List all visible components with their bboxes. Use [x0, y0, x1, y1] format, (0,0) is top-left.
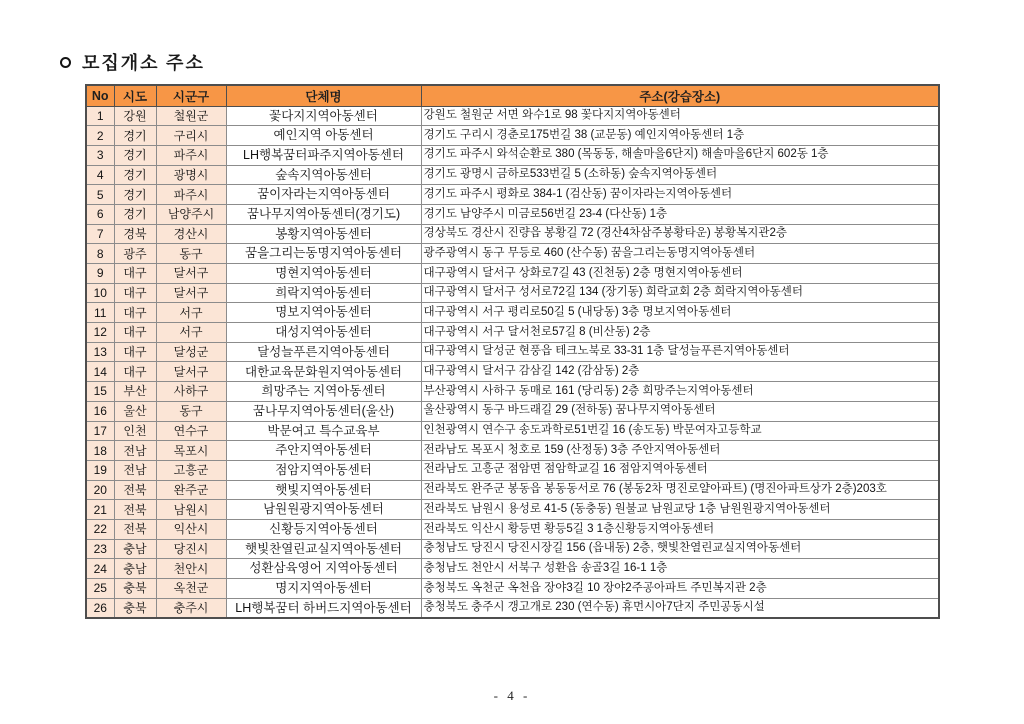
cell-no: 1 — [86, 106, 114, 126]
table-row — [86, 579, 939, 599]
table-row — [86, 204, 939, 224]
table-row — [86, 598, 939, 618]
cell-org: 박문여고 특수교육부 — [226, 421, 421, 441]
cell-sido: 경기 — [114, 204, 156, 224]
cell-address: 충청남도 천안시 서북구 성환읍 송골3길 16-1 1층 — [421, 559, 939, 579]
cell-sido: 경기 — [114, 165, 156, 185]
cell-address: 부산광역시 사하구 동매로 161 (당리동) 2층 희망주는지역아동센터 — [421, 382, 939, 402]
cell-no: 7 — [86, 224, 114, 244]
cell-no: 23 — [86, 539, 114, 559]
table-row — [86, 145, 939, 165]
cell-org: 햇빛찬열린교실지역아동센터 — [226, 539, 421, 559]
table-row — [86, 539, 939, 559]
cell-org: 명보지역아동센터 — [226, 303, 421, 323]
cell-org: 성환삼육영어 지역아동센터 — [226, 559, 421, 579]
table-row — [86, 519, 939, 539]
cell-sido: 경북 — [114, 224, 156, 244]
cell-address: 전라남도 목포시 청호로 159 (산정동) 3층 주안지역아동센터 — [421, 441, 939, 461]
cell-sido: 전남 — [114, 441, 156, 461]
cell-org: 명현지역아동센터 — [226, 264, 421, 284]
cell-no: 16 — [86, 401, 114, 421]
cell-address: 광주광역시 동구 무등로 460 (산수동) 꿈을그리는동명지역아동센터 — [421, 244, 939, 264]
cell-no: 26 — [86, 598, 114, 618]
cell-sido: 강원 — [114, 106, 156, 126]
cell-no: 14 — [86, 362, 114, 382]
table-row — [86, 165, 939, 185]
cell-sido: 부산 — [114, 382, 156, 402]
cell-no: 21 — [86, 500, 114, 520]
table-row — [86, 224, 939, 244]
cell-no: 12 — [86, 323, 114, 343]
cell-address: 경기도 남양주시 미금로56번길 23-4 (다산동) 1층 — [421, 204, 939, 224]
cell-address: 경기도 파주시 평화로 384-1 (검산동) 꿈이자라는지역아동센터 — [421, 185, 939, 205]
cell-sigungu: 광명시 — [156, 165, 226, 185]
cell-org: 대한교육문화원지역아동센터 — [226, 362, 421, 382]
cell-sigungu: 목포시 — [156, 441, 226, 461]
column-header-no: No — [86, 85, 114, 106]
table-row — [86, 559, 939, 579]
cell-sido: 경기 — [114, 185, 156, 205]
table-row — [86, 401, 939, 421]
cell-sigungu: 서구 — [156, 323, 226, 343]
table-row — [86, 480, 939, 500]
column-header-address: 주소(강습장소) — [421, 85, 939, 106]
cell-org: 대성지역아동센터 — [226, 323, 421, 343]
table-row — [86, 500, 939, 520]
cell-sido: 경기 — [114, 145, 156, 165]
cell-no: 2 — [86, 126, 114, 146]
cell-sigungu: 달서구 — [156, 362, 226, 382]
cell-address: 충청북도 옥천군 옥천읍 장야3길 10 장야2주공아파트 주민복지관 2층 — [421, 579, 939, 599]
cell-sigungu: 달서구 — [156, 283, 226, 303]
table-row — [86, 283, 939, 303]
cell-sido: 충북 — [114, 598, 156, 618]
column-header-org: 단체명 — [226, 85, 421, 106]
cell-no: 8 — [86, 244, 114, 264]
cell-sido: 대구 — [114, 264, 156, 284]
cell-no: 13 — [86, 342, 114, 362]
cell-no: 25 — [86, 579, 114, 599]
column-header-sido: 시도 — [114, 85, 156, 106]
cell-org: 희망주는 지역아동센터 — [226, 382, 421, 402]
table-row — [86, 244, 939, 264]
cell-sido: 울산 — [114, 401, 156, 421]
table-row — [86, 264, 939, 284]
table-row — [86, 362, 939, 382]
cell-sigungu: 익산시 — [156, 519, 226, 539]
cell-sigungu: 경산시 — [156, 224, 226, 244]
cell-sido: 대구 — [114, 303, 156, 323]
cell-org: 신황등지역아동센터 — [226, 519, 421, 539]
cell-address: 대구광역시 달성군 현풍읍 테크노북로 33-31 1층 달성늘푸른지역아동센터 — [421, 342, 939, 362]
cell-sido: 광주 — [114, 244, 156, 264]
cell-org: LH행복꿈터파주지역아동센터 — [226, 145, 421, 165]
cell-no: 24 — [86, 559, 114, 579]
cell-org: 희락지역아동센터 — [226, 283, 421, 303]
table-row — [86, 441, 939, 461]
cell-address: 전라북도 남원시 용성로 41-5 (동충동) 원불교 남원교당 1층 남원원광지역아동센터 — [421, 500, 939, 520]
table-header-row — [86, 85, 939, 106]
page-number: - 4 - — [493, 688, 531, 703]
cell-sido: 전북 — [114, 500, 156, 520]
cell-no: 20 — [86, 480, 114, 500]
cell-no: 18 — [86, 441, 114, 461]
cell-sido: 대구 — [114, 342, 156, 362]
cell-sido: 전북 — [114, 519, 156, 539]
cell-address: 경상북도 경산시 진량읍 봉황길 72 (경산4차삼주봉황타운) 봉황복지관2층 — [421, 224, 939, 244]
cell-sido: 대구 — [114, 323, 156, 343]
table-row — [86, 323, 939, 343]
cell-no: 19 — [86, 460, 114, 480]
cell-org: 남원원광지역아동센터 — [226, 500, 421, 520]
table-row — [86, 185, 939, 205]
cell-sigungu: 완주군 — [156, 480, 226, 500]
cell-org: 주안지역아동센터 — [226, 441, 421, 461]
cell-org: 꿈나무지역아동센터(울산) — [226, 401, 421, 421]
address-table — [85, 84, 940, 619]
cell-sigungu: 연수구 — [156, 421, 226, 441]
cell-address: 충청북도 충주시 갱고개로 230 (연수동) 휴먼시아7단지 주민공동시설 — [421, 598, 939, 618]
table-body — [86, 106, 939, 618]
cell-sigungu: 달서구 — [156, 264, 226, 284]
column-header-sigungu: 시군구 — [156, 85, 226, 106]
cell-address: 대구광역시 서구 평리로50길 5 (내당동) 3층 명보지역아동센터 — [421, 303, 939, 323]
cell-org: 점암지역아동센터 — [226, 460, 421, 480]
table-row — [86, 421, 939, 441]
cell-sigungu: 파주시 — [156, 145, 226, 165]
cell-org: 햇빛지역아동센터 — [226, 480, 421, 500]
cell-address: 대구광역시 달서구 상화로7길 43 (진천동) 2층 명현지역아동센터 — [421, 264, 939, 284]
cell-sigungu: 서구 — [156, 303, 226, 323]
cell-sigungu: 동구 — [156, 401, 226, 421]
cell-org: 꿈나무지역아동센터(경기도) — [226, 204, 421, 224]
cell-org: 꽃다지지역아동센터 — [226, 106, 421, 126]
cell-address: 전라남도 고흥군 점암면 점암학교길 16 점암지역아동센터 — [421, 460, 939, 480]
cell-org: 달성늘푸른지역아동센터 — [226, 342, 421, 362]
cell-address: 경기도 파주시 와석순환로 380 (목동동, 해솔마을6단지) 해솔마을6단지 602동 1층 — [421, 145, 939, 165]
cell-org: 숲속지역아동센터 — [226, 165, 421, 185]
cell-address: 대구광역시 서구 달서천로57길 8 (비산동) 2층 — [421, 323, 939, 343]
cell-sigungu: 동구 — [156, 244, 226, 264]
cell-no: 3 — [86, 145, 114, 165]
cell-sigungu: 충주시 — [156, 598, 226, 618]
cell-sigungu: 철원군 — [156, 106, 226, 126]
cell-sigungu: 당진시 — [156, 539, 226, 559]
cell-sigungu: 달성군 — [156, 342, 226, 362]
cell-sigungu: 옥천군 — [156, 579, 226, 599]
cell-address: 강원도 철원군 서면 와수1로 98 꽃다지지역아동센터 — [421, 106, 939, 126]
cell-sigungu: 구리시 — [156, 126, 226, 146]
cell-sigungu: 남양주시 — [156, 204, 226, 224]
cell-no: 17 — [86, 421, 114, 441]
cell-address: 전라북도 익산시 황등면 황등5길 3 1층신황등지역아동센터 — [421, 519, 939, 539]
cell-no: 11 — [86, 303, 114, 323]
circle-bullet-icon — [60, 57, 71, 68]
cell-no: 4 — [86, 165, 114, 185]
cell-org: 꿈을그리는동명지역아동센터 — [226, 244, 421, 264]
cell-sido: 인천 — [114, 421, 156, 441]
cell-sido: 경기 — [114, 126, 156, 146]
cell-no: 22 — [86, 519, 114, 539]
cell-sigungu: 사하구 — [156, 382, 226, 402]
table-row — [86, 460, 939, 480]
cell-no: 15 — [86, 382, 114, 402]
cell-address: 충청남도 당진시 당진시장길 156 (읍내동) 2층, 햇빛찬열린교실지역아동센터 — [421, 539, 939, 559]
table-row — [86, 382, 939, 402]
cell-no: 5 — [86, 185, 114, 205]
cell-sigungu: 고흥군 — [156, 460, 226, 480]
cell-address: 대구광역시 달서구 감삼길 142 (감삼동) 2층 — [421, 362, 939, 382]
cell-sido: 전남 — [114, 460, 156, 480]
cell-address: 경기도 광명시 금하로533번길 5 (소하동) 숲속지역아동센터 — [421, 165, 939, 185]
cell-address: 인천광역시 연수구 송도과학로51번길 16 (송도동) 박문여자고등학교 — [421, 421, 939, 441]
cell-org: 봉황지역아동센터 — [226, 224, 421, 244]
cell-org: 꿈이자라는지역아동센터 — [226, 185, 421, 205]
table-row — [86, 106, 939, 126]
section-title-text: 모집개소 주소 — [82, 53, 205, 73]
cell-sido: 전북 — [114, 480, 156, 500]
cell-address: 울산광역시 동구 바드래길 29 (전하동) 꿈나무지역아동센터 — [421, 401, 939, 421]
cell-sigungu: 파주시 — [156, 185, 226, 205]
cell-org: LH행복꿈터 하버드지역아동센터 — [226, 598, 421, 618]
cell-sido: 대구 — [114, 362, 156, 382]
table-row — [86, 342, 939, 362]
cell-sido: 충북 — [114, 579, 156, 599]
cell-sigungu: 남원시 — [156, 500, 226, 520]
cell-sido: 충남 — [114, 539, 156, 559]
cell-address: 전라북도 완주군 봉동읍 봉동동서로 76 (봉동2차 명진로얄아파트) (명진아파트상가 2층)203호 — [421, 480, 939, 500]
cell-no: 6 — [86, 204, 114, 224]
section-title — [60, 49, 205, 75]
cell-sido: 충남 — [114, 559, 156, 579]
cell-sigungu: 천안시 — [156, 559, 226, 579]
cell-address: 대구광역시 달서구 성서로72길 134 (장기동) 희락교회 2층 희락지역아동센터 — [421, 283, 939, 303]
table-row — [86, 126, 939, 146]
table-row — [86, 303, 939, 323]
cell-org: 예인지역 아동센터 — [226, 126, 421, 146]
cell-no: 9 — [86, 264, 114, 284]
cell-no: 10 — [86, 283, 114, 303]
cell-address: 경기도 구리시 경춘로175번길 38 (교문동) 예인지역아동센터 1층 — [421, 126, 939, 146]
cell-org: 명지지역아동센터 — [226, 579, 421, 599]
cell-sido: 대구 — [114, 283, 156, 303]
